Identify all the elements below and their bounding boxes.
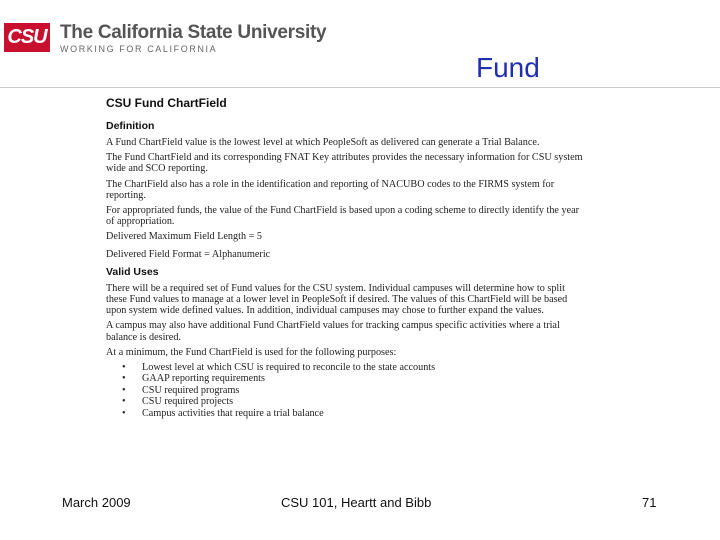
document-scan <box>106 96 586 419</box>
university-tagline: WORKING FOR CALIFORNIA <box>60 44 218 54</box>
header-divider <box>0 87 720 88</box>
definition-paragraph: For appropriated funds, the value of the Fund ChartField is based upon a coding scheme to directly identify the year of appropriation. <box>106 205 580 228</box>
header-banner <box>0 0 720 88</box>
csu-logo: CSU <box>4 23 50 52</box>
valid-uses-paragraph: At a minimum, the Fund ChartField is used for the following purposes: <box>106 346 397 358</box>
list-item: • CSU required projects <box>142 396 586 407</box>
list-item: • Campus activities that require a trial balance <box>142 408 586 419</box>
valid-uses-heading: Valid Uses <box>106 265 159 278</box>
list-item: • CSU required programs <box>142 385 586 396</box>
document-heading: CSU Fund ChartField <box>106 96 227 110</box>
definition-heading: Definition <box>106 120 155 132</box>
slide-title: Fund <box>476 52 540 83</box>
list-item: • Lowest level at which CSU is required to reconcile to the state accounts <box>142 362 586 373</box>
valid-uses-paragraph: A campus may also have additional Fund ChartField values for tracking campus specific activities where a trial balance is desired. <box>106 320 560 343</box>
valid-uses-paragraph: There will be a required set of Fund values for the CSU system. Individual campuses will determine how to split these Fund values to manage at a lower level in PeopleSoft if desired. The values of this ChartField will be based upon system wide defined values. In addition, individual campuses may chose to further expand the values. <box>106 282 568 317</box>
university-name: The California State University <box>60 22 327 43</box>
definition-paragraph: The Fund ChartField and its corresponding FNAT Key attributes provides the necessary information for CSU system wide and SCO reporting. <box>106 152 583 175</box>
field-length: Delivered Maximum Field Length = 5 <box>106 231 262 243</box>
footer-course: CSU 101, Heartt and Bibb <box>281 495 432 510</box>
footer-date: March 2009 <box>62 495 131 510</box>
purposes-list <box>106 362 586 419</box>
definition-paragraph: A Fund ChartField value is the lowest level at which PeopleSoft as delivered can generate a Trial Balance. <box>106 137 540 148</box>
page-number: 71 <box>642 495 657 510</box>
field-format: Delivered Field Format = Alphanumeric <box>106 248 271 260</box>
definition-paragraph: The ChartField also has a role in the identification and reporting of NACUBO codes to the FIRMS system for reporting. <box>106 178 555 201</box>
list-item: • GAAP reporting requirements <box>142 373 586 384</box>
